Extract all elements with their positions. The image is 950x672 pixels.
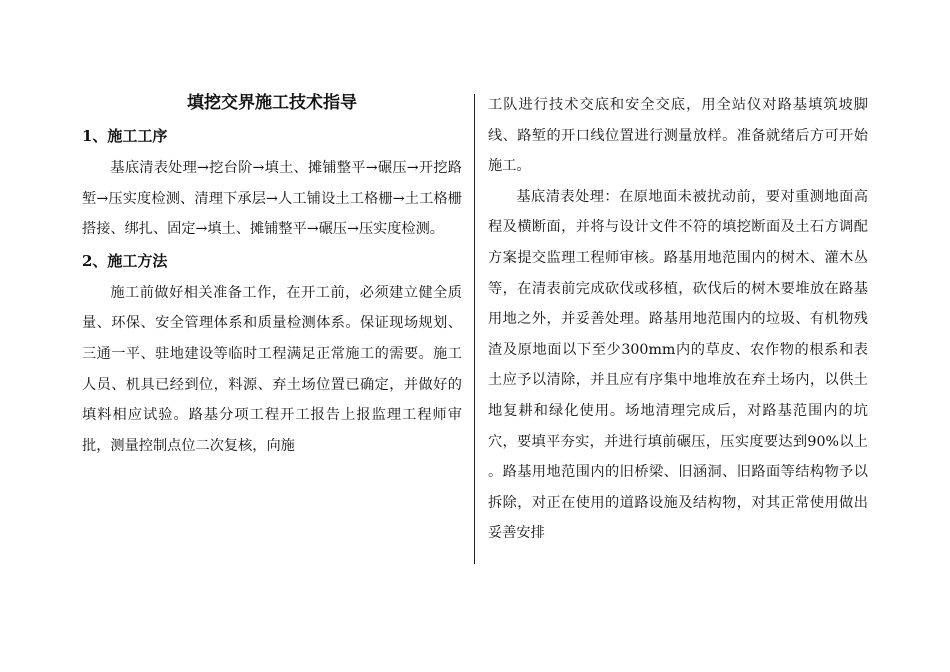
left-column xyxy=(82,88,462,461)
continued-paragraph: 工队进行技术交底和安全交底，用全站仪对路基填筑坡脚线、路堑的开口线位置进行测量放样。准备就绪后方可开始施工。 xyxy=(488,97,868,175)
section-paragraph-process: 基底清表处理→挖台阶→填土、摊铺整平→碾压→开挖路堑→压实度检测、清理下承层→人工铺设土工格栅→土工格栅搭接、绑扎、固定→填土、摊铺整平→碾压→压实度检测。 xyxy=(82,160,462,238)
section-heading-process: 1、施工工序 xyxy=(82,127,168,145)
document-title: 填挖交界施工技术指导 xyxy=(187,93,357,113)
column-divider xyxy=(474,94,475,564)
clearing-paragraph: 基底清表处理：在原地面未被扰动前，要对重测地面高程及横断面，并将与设计文件不符的填挖断面及土石方调配方案提交监理工程师审核。路基用地范围内的树木、灌木丛等，在清表前完成砍伐或移植，砍伐后的树木要堆放在路基用地之外，并妥善处理。路基用地范围内的垃圾、有机物残渣及原地面以下至少300mm内的草皮、农作物的根系和表土应予以清除，并且应有序集中地堆放在弃土场内，以供土地复耕和绿化使用。场地清理完成后，对路基范围内的坑穴，要填平夯实，并进行填前碾压，压实度要达到90%以上 。路基用地范围内的旧桥梁、旧涵洞、旧路面等结构物予以拆除，对正在使用的道路设施及结构物，对其正常使用做出妥善安排 xyxy=(488,188,868,542)
right-column xyxy=(488,90,868,549)
section-heading-method: 2、施工方法 xyxy=(82,251,168,270)
section-paragraph-method: 施工前做好相关准备工作，在开工前，必须建立健全质量、环保、安全管理体系和质量检测体系。保证现场规划、三通一平、驻地建设等临时工程满足正常施工的需要。施工人员、机具已经到位，料源、弃土场位置已确定，并做好的填料相应试验。路基分项工程开工报告上报监理工程师审批，测量控制点位二次复核，向施 xyxy=(82,284,462,454)
